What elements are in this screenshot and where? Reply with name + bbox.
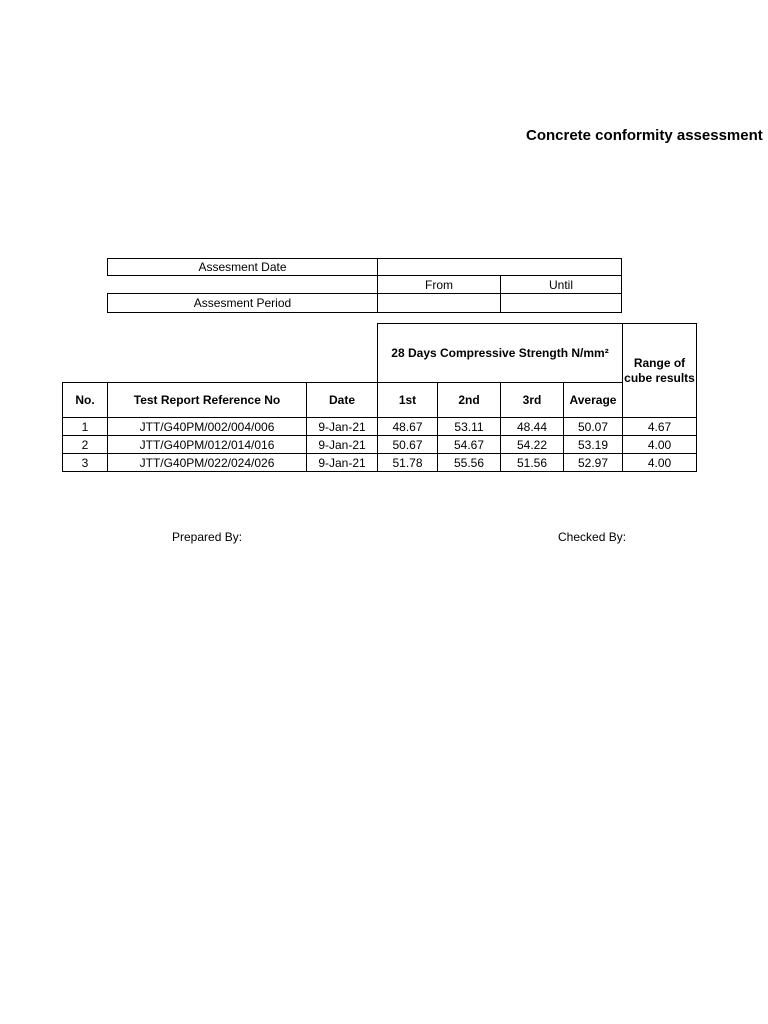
assessment-date-label: Assesment Date xyxy=(198,260,287,274)
cell-value-third: 48.44 xyxy=(516,419,548,434)
cell-value-ref: JTT/G40PM/002/004/006 xyxy=(139,419,275,434)
table-cell-range xyxy=(622,417,697,436)
header-first-cell xyxy=(377,382,438,418)
cell-value-first: 51.78 xyxy=(392,455,423,470)
range-header-cell xyxy=(622,323,697,418)
table-cell-third xyxy=(500,435,564,454)
cell-value-range: 4.67 xyxy=(647,419,672,434)
header-date-cell xyxy=(306,382,378,418)
from-cell xyxy=(377,275,501,294)
cell-value-first: 50.67 xyxy=(392,437,423,452)
cell-value-range: 4.00 xyxy=(647,455,672,470)
header-third-cell xyxy=(500,382,564,418)
table-cell-second xyxy=(437,453,501,472)
cell-value-average: 52.97 xyxy=(577,455,609,470)
cell-value-third: 54.22 xyxy=(516,437,548,452)
header-second-cell xyxy=(437,382,501,418)
table-cell-average xyxy=(563,435,623,454)
header-ref: Test Report Reference No xyxy=(133,393,281,407)
cell-value-third: 51.56 xyxy=(516,455,548,470)
cell-value-average: 53.19 xyxy=(577,437,609,452)
table-cell-ref xyxy=(107,417,307,436)
until-cell xyxy=(500,275,622,294)
table-cell-third xyxy=(500,417,564,436)
cell-value-first: 48.67 xyxy=(392,419,423,434)
table-cell-no xyxy=(62,417,108,436)
table-cell-range xyxy=(622,453,697,472)
cell-value-second: 55.56 xyxy=(453,455,485,470)
header-first: 1st xyxy=(398,393,417,407)
period-until-cell xyxy=(500,293,622,313)
cell-value-date: 9-Jan-21 xyxy=(318,455,366,470)
header-third: 3rd xyxy=(522,393,542,407)
cell-value-date: 9-Jan-21 xyxy=(318,437,366,452)
strength-group-header: 28 Days Compressive Strength N/mm² xyxy=(391,346,609,360)
prepared-by-label: Prepared By: xyxy=(172,530,243,544)
table-cell-average xyxy=(563,453,623,472)
until-label: Until xyxy=(548,277,573,292)
cell-value-ref: JTT/G40PM/022/024/026 xyxy=(139,455,275,470)
table-cell-average xyxy=(563,417,623,436)
table-cell-third xyxy=(500,453,564,472)
header-second: 2nd xyxy=(458,393,480,407)
table-cell-ref xyxy=(107,453,307,472)
cell-value-no: 2 xyxy=(81,437,89,452)
from-label: From xyxy=(425,277,453,292)
assessment-date-label-cell xyxy=(107,258,378,276)
table-cell-date xyxy=(306,417,378,436)
assessment-date-value-cell xyxy=(377,258,622,276)
table-cell-ref xyxy=(107,435,307,454)
cell-value-range: 4.00 xyxy=(647,437,672,452)
cell-value-date: 9-Jan-21 xyxy=(318,419,366,434)
cell-value-no: 1 xyxy=(81,419,89,434)
table-cell-first xyxy=(377,453,438,472)
checked-by-label: Checked By: xyxy=(558,530,627,544)
header-date: Date xyxy=(328,393,355,407)
header-no: No. xyxy=(75,393,95,407)
table-cell-second xyxy=(437,417,501,436)
table-cell-date xyxy=(306,435,378,454)
assessment-period-label-cell xyxy=(107,293,378,313)
table-cell-no xyxy=(62,453,108,472)
assessment-period-label: Assesment Period xyxy=(193,296,292,310)
header-average: Average xyxy=(569,393,617,407)
cell-value-ref: JTT/G40PM/012/014/016 xyxy=(139,437,275,452)
cell-value-second: 54.67 xyxy=(453,437,485,452)
table-cell-second xyxy=(437,435,501,454)
table-cell-date xyxy=(306,453,378,472)
range-header-line2: cube results xyxy=(624,370,695,385)
cell-value-average: 50.07 xyxy=(577,419,609,434)
cell-value-second: 53.11 xyxy=(454,419,484,434)
range-header xyxy=(623,324,696,417)
cell-value-no: 3 xyxy=(81,455,89,470)
range-header-line1: Range of xyxy=(633,355,686,370)
strength-group-header-cell xyxy=(377,323,623,383)
table-cell-first xyxy=(377,435,438,454)
header-ref-cell xyxy=(107,382,307,418)
table-cell-first xyxy=(377,417,438,436)
table-cell-no xyxy=(62,435,108,454)
table-cell-range xyxy=(622,435,697,454)
period-from-cell xyxy=(377,293,501,313)
header-no-cell xyxy=(62,382,108,418)
page-title: Concrete conformity assessment xyxy=(526,127,763,144)
header-average-cell xyxy=(563,382,623,418)
